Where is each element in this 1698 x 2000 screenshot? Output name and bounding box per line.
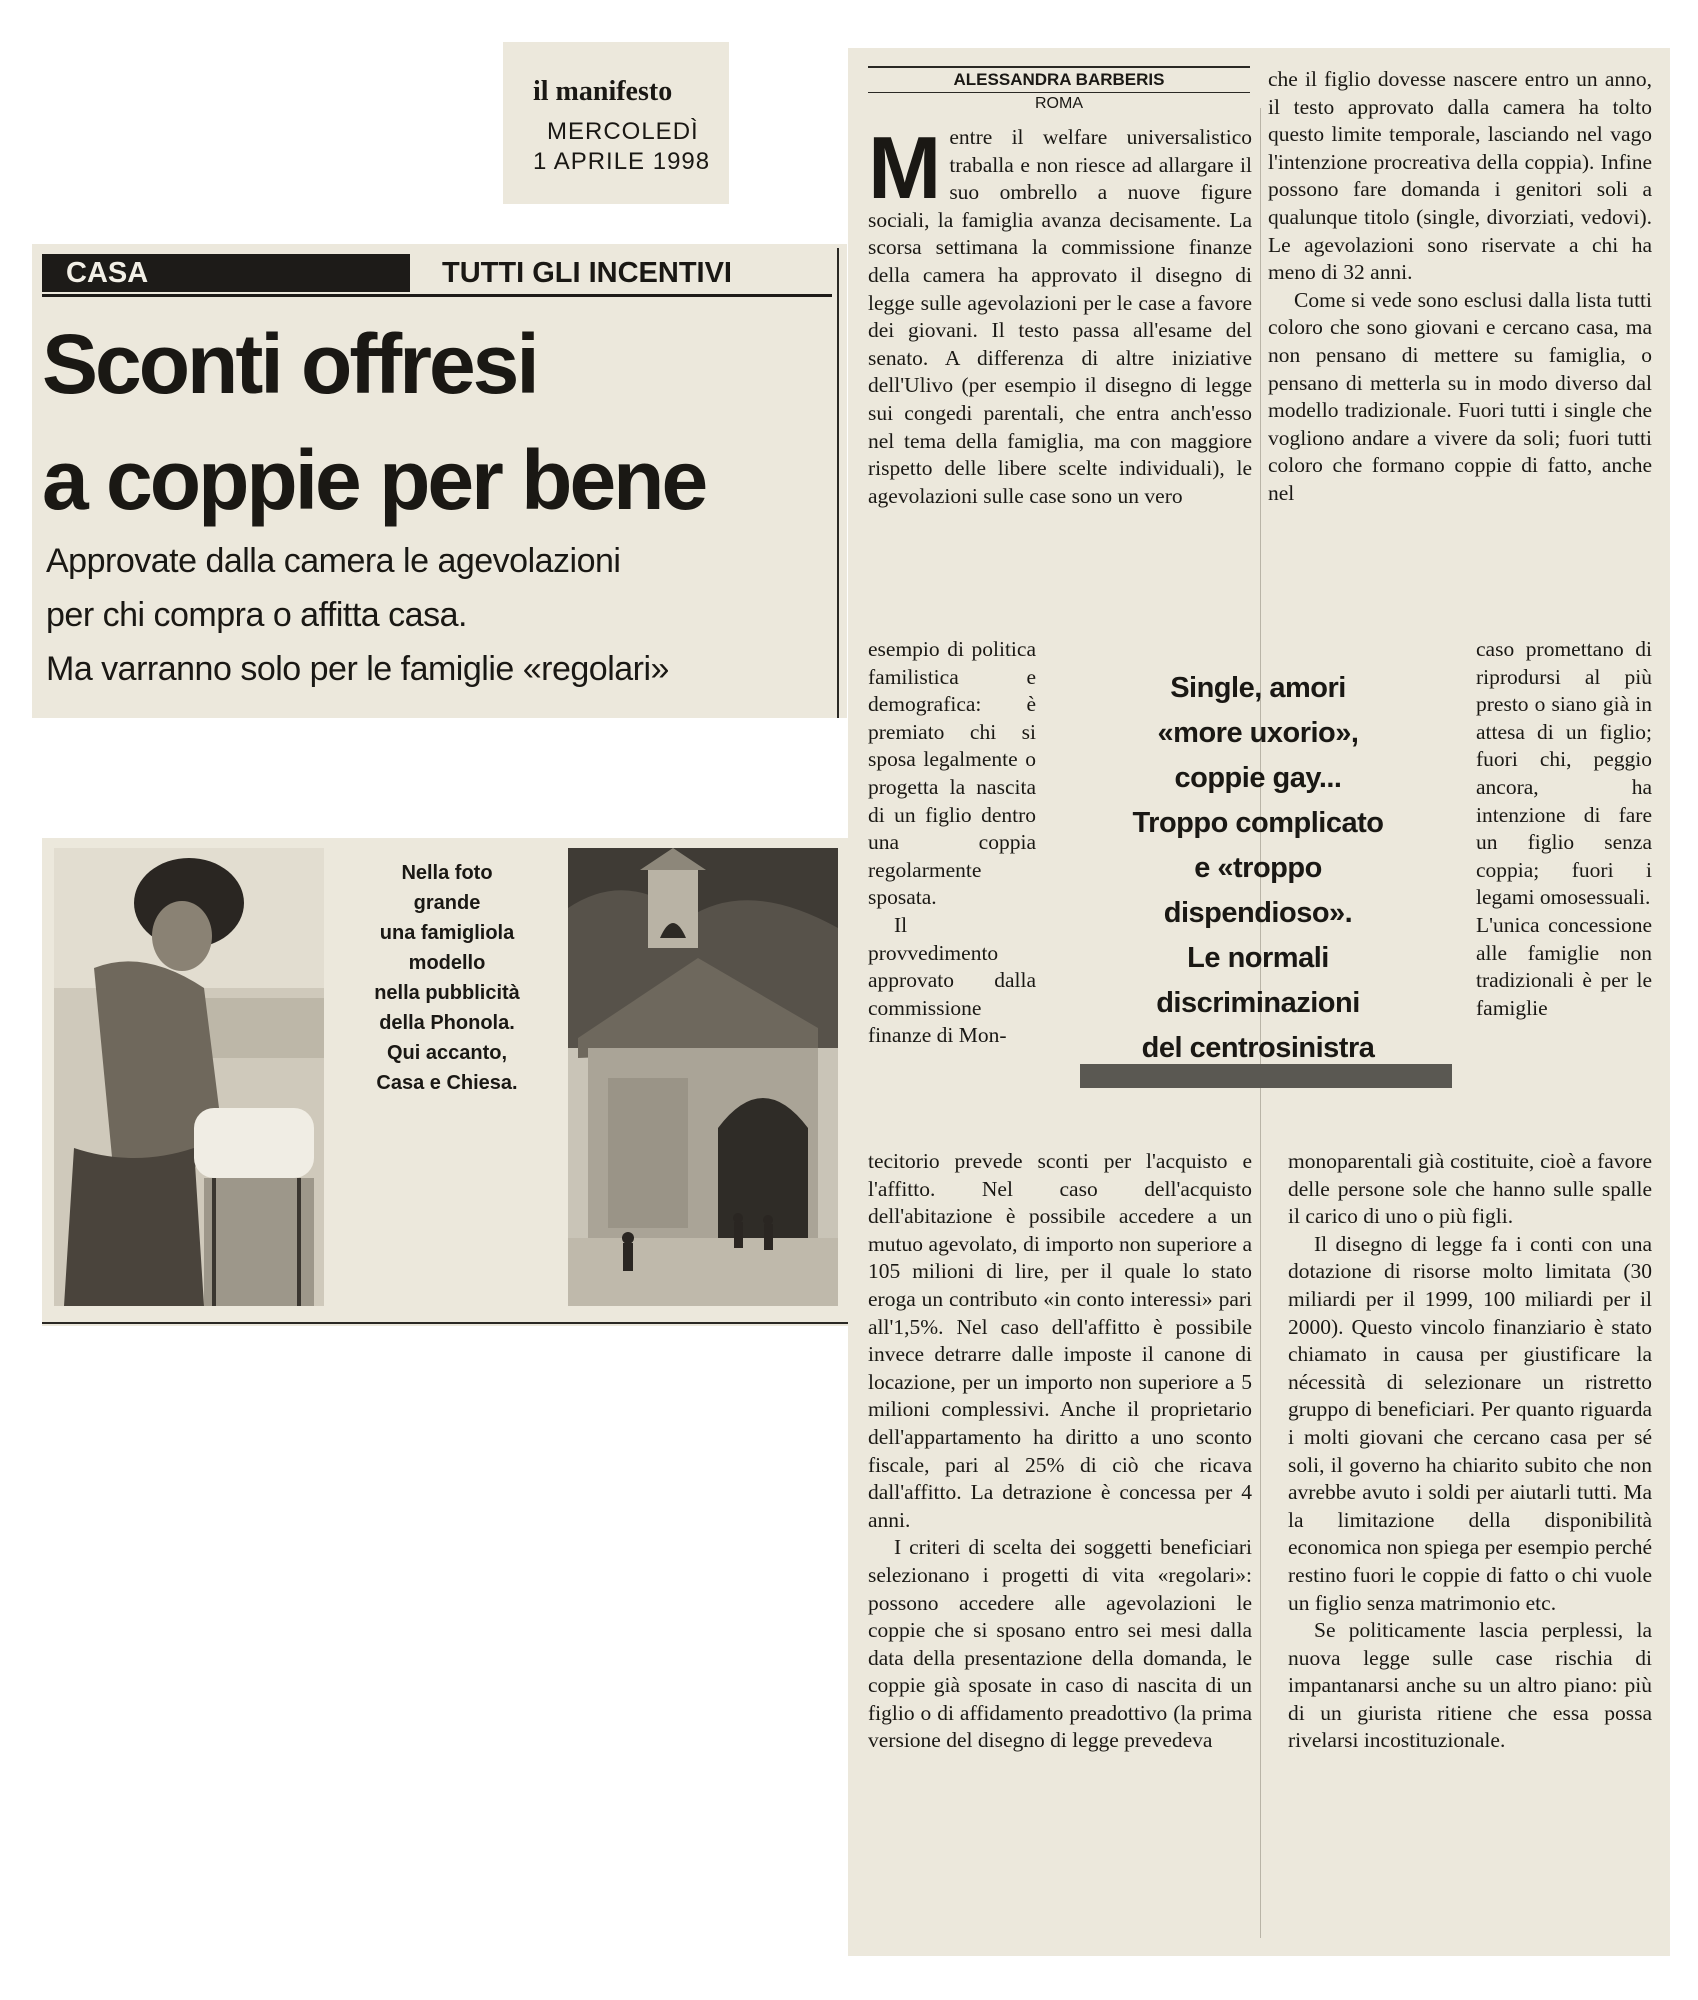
pull-quote-line: del centrosinistra	[1141, 1032, 1375, 1064]
headline-clipping	[32, 244, 847, 718]
paragraph-text: Come si vede sono esclusi dalla lista tutti coloro che sono giovani e cercano casa, ma non pensano di mettere su famiglia, o pensano di metterla su in modo diverso dal modello tradizionale. Fuori tutti i single che vogliono andare a vivere da soli; fuori tutti coloro che formano coppie di fatto, anche nel	[1268, 287, 1652, 505]
byline-author: ALESSANDRA BARBERIS	[868, 66, 1250, 93]
pull-quote	[1072, 666, 1444, 1071]
article-column-2-lower	[1288, 1148, 1652, 1755]
pull-quote-line: e «troppo	[1194, 852, 1322, 884]
caption-line: della Phonola.	[379, 1012, 515, 1034]
photo-family-ironing-image	[54, 848, 324, 1306]
byline	[868, 66, 1250, 113]
pull-quote-line: Troppo complicato	[1132, 807, 1384, 839]
caption-line: Nella foto	[401, 862, 493, 884]
headline-title	[42, 306, 842, 538]
paragraph-text: che il figlio dovesse nascere entro un anno, il testo approvato dalla camera ha tolto questo limite temporale, lasciando nel vago l'intenzione procreativa della coppia). Infine possono fare domanda i genitori soli a qualunque titolo (single, divorziati, vedovi). Le agevolazioni sono riservate a chi ha meno di 32 anni.	[1268, 67, 1652, 285]
photo-church-image	[568, 848, 838, 1306]
byline-place: ROMA	[1035, 95, 1083, 112]
paragraph-text: tecitorio prevede sconti per l'acquisto e l'affitto. Nel caso dell'acquisto dell'abitazione è possibile accedere a un mutuo agevolato, di importo non superiore a 105 milioni di lire, per il quale lo stato eroga un contributo «in conto interessi» pari all'1,5%. Nel caso dell'affitto è possibile invece detrarre dalle imposte il canone di locazione, per un importo non superiore a 5 milioni complessivi. Anche il proprietario dell'appartamento ha diritto a uno sconto fiscale, pari al 25% di ciò che ricava dall'affitto. La detrazione è concessa per 4 anni.	[868, 1149, 1252, 1532]
article-column-2	[1268, 66, 1652, 508]
subtitle-line: Ma varranno solo per le famiglie «regolari»	[46, 650, 669, 688]
pull-quote-line: Single, amori	[1170, 672, 1346, 704]
drop-cap: M	[868, 118, 942, 217]
photo-family-ironing	[54, 848, 324, 1306]
paragraph-text: L'unica concessione alle famiglie non tradizionali è per le famiglie	[1476, 912, 1652, 1020]
headline-title-line: Sconti offresi	[42, 317, 537, 411]
subtitle-line: per chi compra o affitta casa.	[46, 596, 467, 634]
paragraph-text: monoparentali già costituite, cioè a favore delle persone sole che hanno sulle spalle il carico di uno o più figli.	[1288, 1149, 1652, 1229]
publication-name: il manifesto	[533, 76, 673, 107]
photo-church	[568, 848, 838, 1306]
pull-quote-line: discriminazioni	[1156, 987, 1360, 1019]
paragraph-text: caso promettano di riprodursi al più presto o siano già in attesa di un figlio; fuori chi, peggio ancora, ha intenzione di fare un figlio senza coppia; fuori i legami omosessuali.	[1476, 637, 1652, 910]
article-paragraph	[868, 118, 1252, 510]
subtitle-line: Approvate dalla camera le agevolazioni	[46, 542, 621, 580]
masthead-clipping	[503, 42, 729, 204]
paragraph-text: Il provvedimento approvato dalla commissione finanze di Mon-	[868, 912, 1036, 1048]
photo-clipping	[42, 838, 852, 1326]
pull-quote-line: «more uxorio»,	[1157, 717, 1359, 749]
paragraph-text: esempio di politica familistica e demografica: è premiato chi si sposa legalmente o progetta la nascita di un figlio dentro una coppia regolarmente sposata.	[868, 637, 1036, 910]
paragraph-text: Il disegno di legge fa i conti con una dotazione di risorse molto limitata (30 miliardi per il 1999, 100 miliardi per il 2000). Questo vincolo finanziario è stato chiamato in causa per giustificare la nécessità di selezionare un ristretto gruppo di beneficiari. Per quanto riguarda i molti giovani che cercano casa per sé soli, il governo ha chiarito subito che non avrebbe avuto i soldi per aiutarli tutti. Ma la limitazione della disponibilità economica non spiega per esempio perché restino fuori le coppie di fatto o chi vuole un figlio senza matrimonio etc.	[1288, 1231, 1652, 1615]
pull-quote-line: dispendioso».	[1163, 897, 1353, 929]
photo-caption	[342, 858, 552, 1098]
article-column-1	[868, 118, 1252, 510]
headline-title-line: a coppie per bene	[42, 433, 706, 527]
article-column-narrow-right	[1476, 636, 1652, 1022]
publication-weekday: MERCOLEDÌ	[547, 118, 699, 145]
caption-line: modello	[408, 952, 486, 974]
article-column-narrow-left	[868, 636, 1036, 1050]
section-bar	[42, 254, 832, 292]
headline-subtitle	[46, 534, 836, 696]
pull-quote-bar	[1080, 1064, 1452, 1088]
column-divider	[837, 248, 839, 718]
caption-line: Casa e Chiesa.	[376, 1072, 518, 1094]
article-clipping	[848, 48, 1670, 1956]
paragraph-text: I criteri di scelta dei soggetti beneficiari selezionano i progetti di vita «regolari»: possono accedere alle agevolazioni le coppie che si sposano entro sei mesi dalla data della presentazione della domanda, le coppie già sposate in caso di nascita di un figlio o di affidamento preadottivo (la prima versione del disegno di legge prevedeva	[868, 1535, 1252, 1753]
paragraph-text: entre il welfare universalistico traballa e non riesce ad allargare il suo ombrello a nuove figure sociali, la famiglia avanza decisamente. La scorsa settimana la commissione finanze della camera ha approvato il disegno di legge sulle agevolazioni per le case a favore dei giovani. Il testo passa all'esame del senato. A differenza di altre iniziative dell'Ulivo (per esempio il disegno di legge sui congedi parentali, che entra anch'esso nel tema della famiglia, ma con maggiore rispetto delle libere scelte individuali), le agevolazioni sulle case sono un vero	[868, 125, 1252, 508]
caption-line: una famigliola	[379, 922, 515, 944]
section-label: CASA	[42, 254, 410, 292]
article-column-1-lower	[868, 1148, 1252, 1755]
caption-line: grande	[413, 892, 481, 914]
pull-quote-line: coppie gay...	[1174, 762, 1342, 794]
paragraph-text: Se politicamente lascia perplessi, la nuova legge sulle case rischia di impantanarsi anche su un altro piano: più di un giurista ritiene che essa possa rivelarsi incostituzionale.	[1288, 1618, 1652, 1753]
kicker-label: TUTTI GLI INCENTIVI	[442, 257, 732, 289]
section-rule	[42, 294, 832, 297]
caption-line: Qui accanto,	[386, 1042, 508, 1064]
pull-quote-line: Le normali	[1187, 942, 1329, 974]
caption-line: nella pubblicità	[374, 982, 520, 1004]
publication-date: 1 APRILE 1998	[533, 148, 711, 175]
